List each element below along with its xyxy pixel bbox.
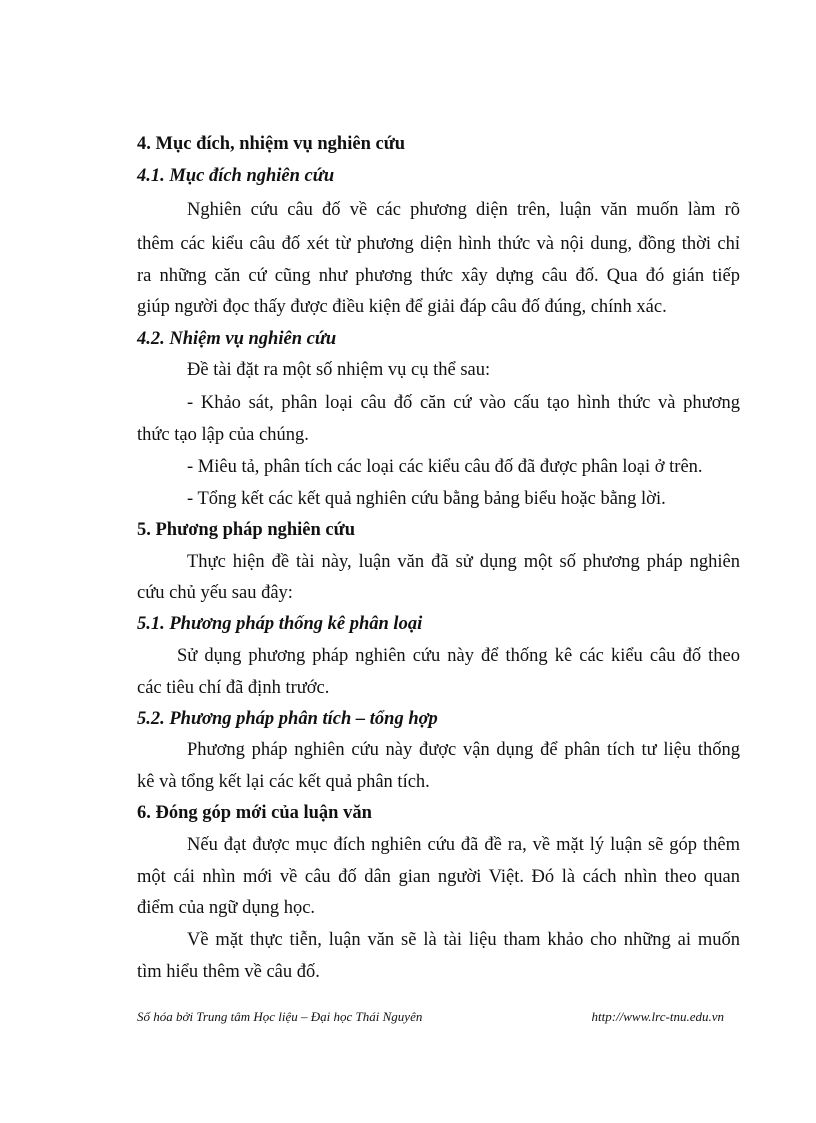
section-5-heading: 5. Phương pháp nghiên cứu	[137, 520, 356, 540]
paragraph-line: Nếu đạt được mục đích nghiên cứu đã đề ra, về mặt lý luận sẽ góp thêm	[187, 835, 740, 855]
paragraph-line: Nghiên cứu câu đố về các phương diện trên, luận văn muốn làm rõ	[187, 200, 740, 220]
list-item: - Tổng kết các kết quả nghiên cứu bằng bảng biểu hoặc bằng lời.	[187, 489, 666, 509]
list-item: - Khảo sát, phân loại câu đố căn cứ vào cấu tạo hình thức và phương	[187, 393, 740, 413]
paragraph-line: Về mặt thực tiễn, luận văn sẽ là tài liệu tham khảo cho những ai muốn	[187, 930, 740, 950]
paragraph-line: Sử dụng phương pháp nghiên cứu này để thống kê các kiểu câu đố theo	[177, 646, 740, 666]
section-5-1-heading: 5.1. Phương pháp thống kê phân loại	[137, 614, 423, 634]
section-6-heading: 6. Đóng góp mới của luận văn	[137, 803, 372, 823]
paragraph-line: giúp người đọc thấy được điều kiện để giải đáp câu đố đúng, chính xác.	[137, 297, 667, 317]
list-item: - Miêu tả, phân tích các loại các kiểu câu đố đã được phân loại ở trên.	[187, 457, 703, 477]
paragraph-line: kê và tổng kết lại các kết quả phân tích.	[137, 772, 430, 792]
section-4-1-heading: 4.1. Mục đích nghiên cứu	[137, 166, 335, 186]
paragraph-line: Thực hiện đề tài này, luận văn đã sử dụng một số phương pháp nghiên	[187, 552, 740, 572]
section-5-2-heading: 5.2. Phương pháp phân tích – tổng hợp	[137, 709, 438, 729]
paragraph-line: các tiêu chí đã định trước.	[137, 678, 330, 698]
section-4-heading: 4. Mục đích, nhiệm vụ nghiên cứu	[137, 134, 406, 154]
footer-source: Số hóa bởi Trung tâm Học liệu – Đại học Thái Nguyên	[137, 1009, 423, 1024]
paragraph-line: điểm của ngữ dụng học.	[137, 898, 316, 918]
paragraph-line: một cái nhìn mới về câu đố dân gian người Việt. Đó là cách nhìn theo quan	[137, 867, 740, 887]
paragraph-line: ra những căn cứ cũng như phương thức xây dựng câu đố. Qua đó gián tiếp	[137, 266, 740, 286]
paragraph-line: tìm hiểu thêm về câu đố.	[137, 962, 320, 982]
list-item-continuation: thức tạo lập của chúng.	[137, 425, 309, 445]
footer-url: http://www.lrc-tnu.edu.vn	[591, 1009, 724, 1024]
section-4-2-heading: 4.2. Nhiệm vụ nghiên cứu	[137, 329, 337, 349]
paragraph-line: cứu chủ yếu sau đây:	[137, 583, 293, 603]
paragraph-line: Đề tài đặt ra một số nhiệm vụ cụ thể sau:	[187, 360, 491, 380]
paragraph-line: thêm các kiểu câu đố xét từ phương diện hình thức và nội dung, đồng thời chỉ	[137, 234, 740, 254]
paragraph-line: Phương pháp nghiên cứu này được vận dụng để phân tích tư liệu thống	[187, 740, 740, 760]
